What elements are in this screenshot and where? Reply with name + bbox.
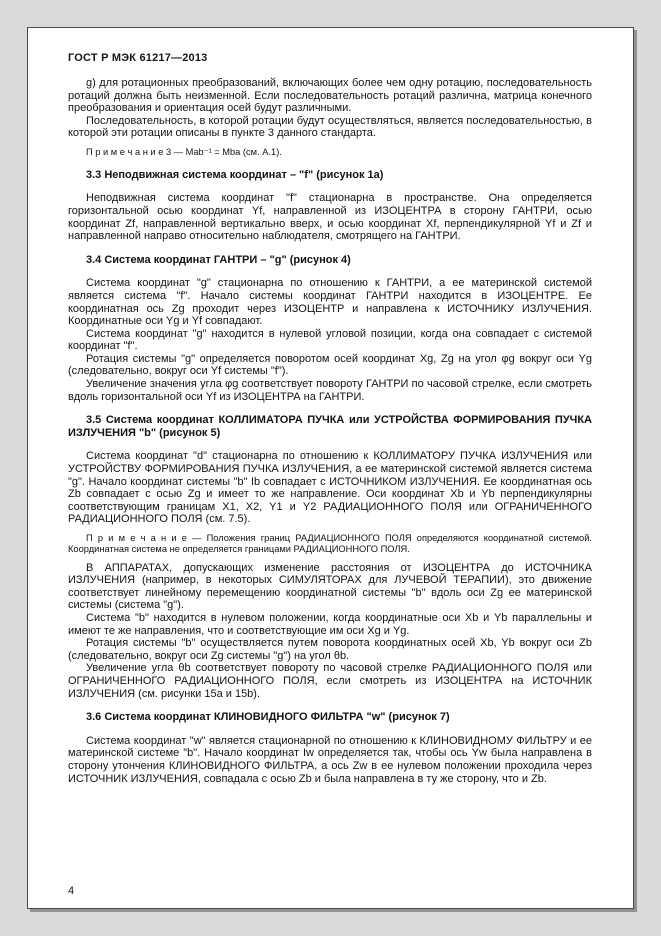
document-content [68, 77, 592, 785]
paragraph: Ротация системы "b" осуществляется путем поворота координатных осей Xb, Yb вокруг оси Zb (следовательно, вокруг оси Zg системы "g") на угол θb. [68, 637, 592, 662]
paragraph: Неподвижная система координат "f" стационарна в пространстве. Она определяется горизонтальной осью координат Yf, направленной из ИЗОЦЕНТРА в сторону ГАНТРИ, осью координат Zf, направленной вертикально вверх, и осью координат Xf, перпендикулярной Yf и Zf и направленной направо относительно наблюдателя, смотрящего на ГАНТРИ. [68, 192, 592, 243]
paragraph: g) для ротационных преобразований, включающих более чем одну ротацию, последовательность ротаций должна быть неизменной. Если последовательность ротаций различна, матрица конечного преобразования и ориентация осей будут различными. [68, 77, 592, 115]
paragraph: Последовательность, в которой ротации будут осуществляться, является последовательностью, в которой эти ротации описаны в пункте 3 данного стандарта. [68, 114, 592, 140]
document-header: ГОСТ Р МЭК 61217—2013 [68, 52, 208, 64]
paragraph: Система координат "g" стационарна по отношению к ГАНТРИ, а ее материнской системой является система "f". Начало системы координат ГАНТРИ находится в ИЗОЦЕНТРЕ. Ее координатная ось Zg проходит через ИЗОЦЕНТР и направлена к ИСТОЧНИКУ ИЗЛУЧЕНИЯ. Координатные оси Yg и Yf совпадают. [68, 277, 592, 328]
section-heading: 3.6 Система координат КЛИНОВИДНОГО ФИЛЬТРА "w" (рисунок 7) [86, 711, 450, 724]
paragraph: В АППАРАТАХ, допускающих изменение расстояния от ИЗОЦЕНТРА до ИСТОЧНИКА ИЗЛУЧЕНИЯ (например, в некоторых СИМУЛЯТОРАХ для ЛУЧЕВОЙ ТЕРАПИИ), это движение соответствует линейному перемещению координатной системы "b" вдоль оси Zg ее материнской системы (система "g"). [68, 561, 592, 612]
paragraph: Система координат "w" является стационарной по отношению к КЛИНОВИДНОМУ ФИЛЬТРУ и ее материнской системе "b". Начало координат Iw определяется так, чтобы ось Yw была направлена в сторону утончения КЛИНОВИДНОГО ФИЛЬТРА, а ось Zw в ее нулевом положении проходила через ИСТОЧНИК ИЗЛУЧЕНИЯ, совпадала с осью Zb и была направлена в ту же сторону, что и Zb. [68, 734, 592, 785]
section-heading: 3.4 Система координат ГАНТРИ – "g" (рисунок 4) [86, 253, 351, 266]
note: П р и м е ч а н и е — Положения границ РАДИАЦИОННОГО ПОЛЯ определяются координатной системой. Координатная система не определяется границами РАДИАЦИОННОГО ПОЛЯ. [68, 533, 592, 554]
paragraph: Увеличение значения угла φg соответствует повороту ГАНТРИ по часовой стрелке, если смотреть вдоль горизонтальной оси Yf из ИЗОЦЕНТРА на ГАНТРИ. [68, 378, 592, 403]
paragraph: Система координат "d" стационарна по отношению к КОЛЛИМАТОРУ ПУЧКА ИЗЛУЧЕНИЯ или УСТРОЙСТВУ ФОРМИРОВАНИЯ ПУЧКА ИЗЛУЧЕНИЯ, а ее материнской системой является система "g". Начало координат системы "b" Ib совпадает с ИСТОЧНИКОМ ИЗЛУЧЕНИЯ. Ее координатная ось Zb совпадает с осью Zg и имеет то же направление. Оси координат Xb и Yb перпендикулярны соответствующим границам X1, X2, Y1 и Y2 РАДИАЦИОННОГО ПОЛЯ или ОГРАНИЧЕННОГО РАДИАЦИОННОГО ПОЛЯ (см. 7.5). [68, 450, 592, 526]
paragraph: Система "b" находится в нулевом положении, когда координатные оси Xb и Yb параллельны и имеют те же направления, что и соответствующие им оси Xg и Yg. [68, 611, 592, 637]
document-page [27, 27, 634, 909]
paragraph: Увеличение угла θb соответствует повороту по часовой стрелке РАДИАЦИОННОГО ПОЛЯ или ОГРАНИЧЕННОГО РАДИАЦИОННОГО ПОЛЯ, если смотреть из ИЗОЦЕНТРА на ИСТОЧНИК ИЗЛУЧЕНИЯ (см. рисунки 15а и 15b). [68, 662, 592, 700]
page-number: 4 [68, 885, 75, 897]
paragraph: Система координат "g" находится в нулевой угловой позиции, когда она совпадает с системой координат "f". [68, 327, 592, 353]
section-heading: 3.3 Неподвижная система координат – "f" (рисунок 1а) [86, 168, 384, 181]
section-heading: 3.5 Система координат КОЛЛИМАТОРА ПУЧКА или УСТРОЙСТВА ФОРМИРОВАНИЯ ПУЧКА ИЗЛУЧЕНИЯ "b" (рисунок 5) [68, 414, 592, 439]
paragraph: Ротация системы "g" определяется поворотом осей координат Xg, Zg на угол φg вокруг оси Yg (следовательно, вокруг оси Yf системы "f"). [68, 352, 592, 378]
note: П р и м е ч а н и е 3 — Mab⁻¹ = Mba (см. А.1). [86, 146, 282, 157]
